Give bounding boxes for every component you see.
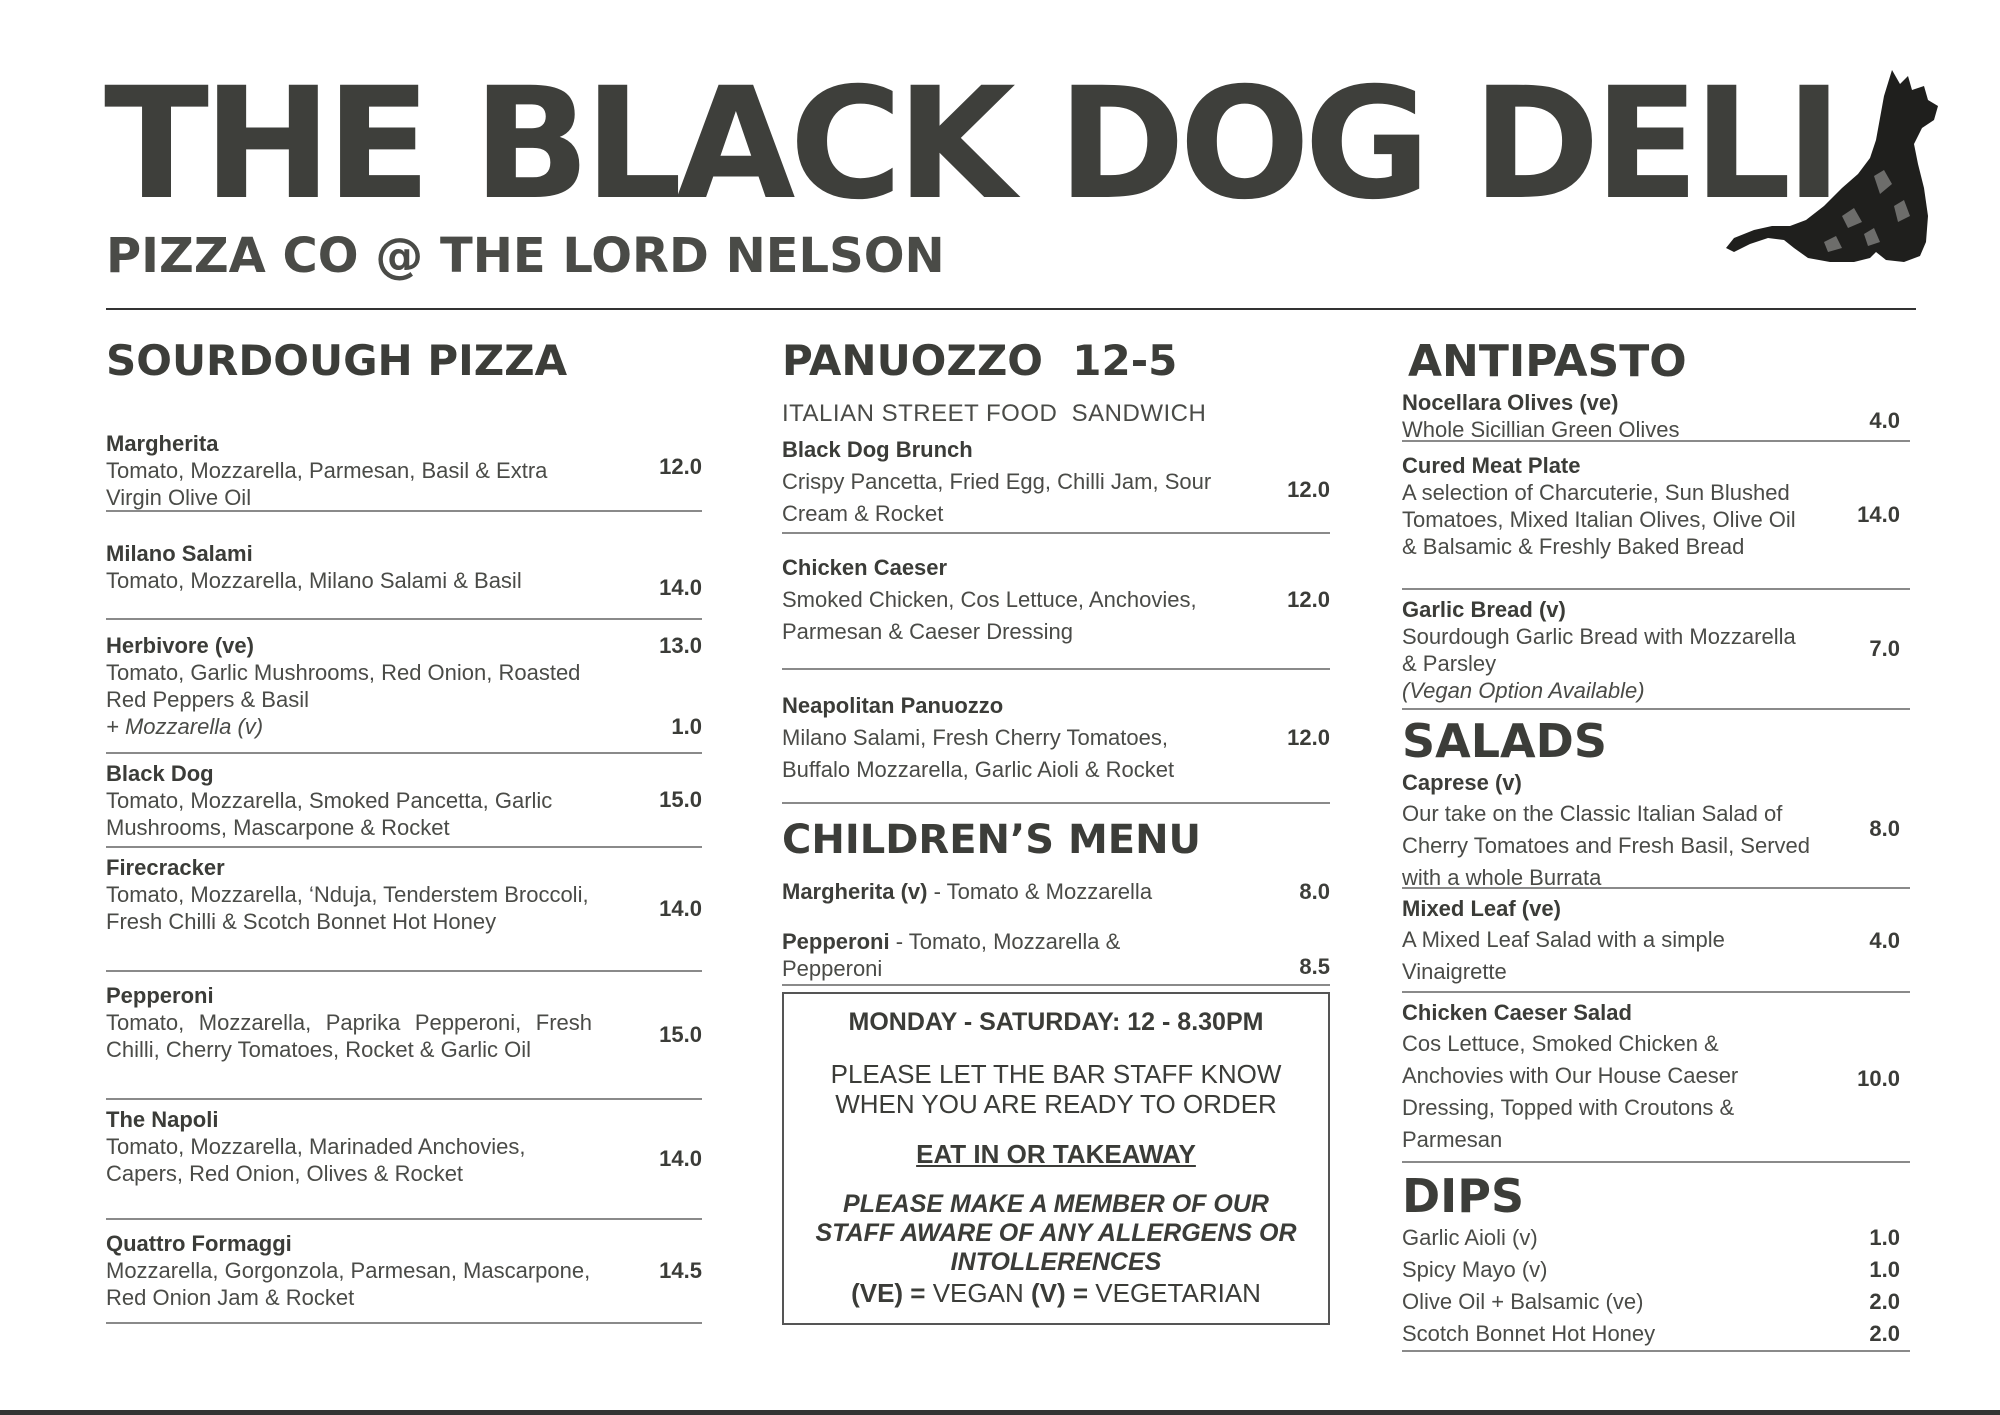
item-name: Margherita <box>106 431 219 457</box>
item-name: Pepperoni <box>106 983 214 1009</box>
item-name: Cured Meat Plate <box>1402 453 1581 479</box>
item-desc: Smoked Chicken, Cos Lettuce, Anchovies, Parmesan & Caeser Dressing <box>782 587 1197 645</box>
item-price: 8.0 <box>1299 879 1330 905</box>
item-desc: Whole Sicillian Green Olives <box>1402 417 1680 443</box>
menu-item <box>106 1220 702 1324</box>
item-name: Garlic Aioli (v) <box>1402 1224 1538 1250</box>
item-name: Mixed Leaf (ve) <box>1402 895 1561 921</box>
item-price: 15.0 <box>659 787 702 813</box>
section-title-salads: SALADS <box>1402 714 1607 769</box>
item-price: 14.5 <box>659 1258 702 1284</box>
section-title-children: CHILDREN’S MENU <box>782 817 1202 864</box>
item-name: Firecracker <box>106 855 225 881</box>
item-price: 12.0 <box>1287 587 1330 613</box>
opening-hours: MONDAY - SATURDAY: 12 - 8.30PM <box>848 1008 1264 1037</box>
item-price: 4.0 <box>1869 927 1900 953</box>
section-title-panuozzo: PANUOZZO 12-5 <box>782 336 1178 385</box>
menu-item <box>1402 889 1910 993</box>
item-name: Caprese (v) <box>1402 769 1522 795</box>
menu-item <box>782 428 1330 534</box>
item-name: Quattro Formaggi <box>106 1231 292 1257</box>
item-name: Pepperoni <box>782 929 890 955</box>
item-price: 13.0 <box>659 633 702 659</box>
item-name: Scotch Bonnet Hot Honey <box>1402 1320 1656 1346</box>
item-price: 14.0 <box>659 575 702 601</box>
item-desc: Our take on the Classic Italian Salad of Cherry Tomatoes and Fresh Basil, Served with a whole Burrata <box>1402 800 1810 890</box>
item-price: 14.0 <box>1857 502 1900 528</box>
item-name: Spicy Mayo (v) <box>1402 1256 1548 1282</box>
item-desc: Tomato, Mozzarella, Marinaded Anchovies, Capers, Red Onion, Olives & Rocket <box>106 1134 526 1187</box>
item-price: 1.0 <box>1869 1256 1900 1282</box>
menu-item <box>106 512 702 620</box>
pizza-section <box>106 338 702 1324</box>
item-name: Chicken Caeser Salad <box>1402 999 1632 1025</box>
eat-in-takeaway: EAT IN OR TAKEAWAY <box>916 1139 1196 1170</box>
item-desc: Tomato, Mozzarella, Parmesan, Basil & Extra Virgin Olive Oil <box>106 458 548 511</box>
panuozzo-subtitle: ITALIAN STREET FOOD SANDWICH <box>782 400 1207 428</box>
item-name: Neapolitan Panuozzo <box>782 693 1004 719</box>
dip-item <box>1402 1222 1910 1254</box>
children-menu-item <box>782 862 1330 914</box>
menu-item <box>106 424 702 512</box>
item-price: 12.0 <box>1287 477 1330 503</box>
antipasto-section <box>1402 338 1910 1352</box>
item-name: The Napoli <box>106 1107 219 1133</box>
item-price: 8.0 <box>1869 815 1900 841</box>
item-desc: A Mixed Leaf Salad with a simple Vinaigrette <box>1402 926 1725 984</box>
item-price: 7.0 <box>1869 636 1900 662</box>
menu-item <box>106 620 702 754</box>
item-name: Nocellara Olives (ve) <box>1402 390 1619 416</box>
item-desc: Mozzarella, Gorgonzola, Parmesan, Mascarpone, Red Onion Jam & Rocket <box>106 1258 591 1311</box>
page-title: THE BLACK DOG DELI <box>104 55 1837 234</box>
dip-item <box>1402 1318 1910 1350</box>
menu-item <box>1402 386 1910 442</box>
item-price: 12.0 <box>1287 725 1330 751</box>
item-desc: Tomato, Mozzarella, ‘Nduja, Tenderstem Broccoli, Fresh Chilli & Scotch Bonnet Hot Honey <box>106 882 589 935</box>
item-name: Herbivore (ve) <box>106 633 254 659</box>
item-desc: Sourdough Garlic Bread with Mozzarella & Parsley <box>1402 624 1796 677</box>
header-divider <box>106 308 1916 310</box>
item-name: Garlic Bread (v) <box>1402 597 1566 623</box>
item-price: 8.5 <box>1299 954 1330 980</box>
item-name: Black Dog Brunch <box>782 437 973 463</box>
menu-item <box>106 972 702 1100</box>
order-note: PLEASE LET THE BAR STAFF KNOW WHEN YOU ARE READY TO ORDER <box>830 1059 1282 1120</box>
item-name: Chicken Caeser <box>782 555 948 581</box>
menu-item <box>1402 767 1910 889</box>
dip-item <box>1402 1286 1910 1318</box>
item-price: 14.0 <box>659 1146 702 1172</box>
dip-item <box>1402 1254 1910 1286</box>
item-desc: Crispy Pancetta, Fried Egg, Chilli Jam, Sour Cream & Rocket <box>782 469 1212 527</box>
key-ve: VEGAN <box>925 1278 1031 1309</box>
item-desc: - Tomato & Mozzarella <box>927 879 1153 905</box>
item-desc: A selection of Charcuterie, Sun Blushed Tomatoes, Mixed Italian Olives, Olive Oil & Balsamic & Freshly Baked Bread <box>1402 480 1796 560</box>
children-menu-item <box>782 914 1330 986</box>
item-name: Black Dog <box>106 761 214 787</box>
menu-item <box>1402 442 1910 590</box>
item-desc: Tomato, Mozzarella, Smoked Pancetta, Garlic Mushrooms, Mascarpone & Rocket <box>106 788 553 841</box>
item-price: 12.0 <box>659 454 702 480</box>
key-v: VEGETARIAN <box>1088 1278 1261 1309</box>
item-price: 1.0 <box>1869 1224 1900 1250</box>
item-desc: Milano Salami, Fresh Cherry Tomatoes, Buffalo Mozzarella, Garlic Aioli & Rocket <box>782 725 1175 783</box>
item-price: 2.0 <box>1869 1320 1900 1346</box>
menu-item <box>106 1100 702 1220</box>
dips-list <box>1402 1222 1910 1352</box>
section-title-antipasto: ANTIPASTO <box>1408 336 1687 387</box>
key-ve-label: (VE) = <box>851 1278 926 1309</box>
item-extra <box>106 713 702 740</box>
page-subtitle: PIZZA CO @ THE LORD NELSON <box>106 228 945 284</box>
item-desc: Tomato, Mozzarella, Paprika Pepperoni, Fresh Chilli, Cherry Tomatoes, Rocket & Garlic Oil <box>106 1010 592 1063</box>
footer-divider <box>0 1410 2000 1415</box>
section-title-pizza: SOURDOUGH PIZZA <box>106 336 568 385</box>
item-extra-price: 1.0 <box>671 714 702 740</box>
menu-item <box>1402 993 1910 1163</box>
panuozzo-section <box>782 338 1330 1325</box>
item-name: Milano Salami <box>106 541 253 567</box>
section-title-dips: DIPS <box>1402 1168 1525 1223</box>
menu-item <box>782 670 1330 804</box>
allergen-notice: PLEASE MAKE A MEMBER OF OUR STAFF AWARE OF ANY ALLERGENS OR INTOLLERENCES <box>815 1190 1297 1277</box>
item-desc: Cos Lettuce, Smoked Chicken & Anchovies with Our House Caeser Dressing, Topped with Croutons & Parmesan <box>1402 1030 1739 1152</box>
item-price: 2.0 <box>1869 1288 1900 1314</box>
menu-item <box>106 754 702 848</box>
item-extra: (Vegan Option Available) <box>1402 678 1645 704</box>
menu-item <box>1402 590 1910 710</box>
item-desc: - Tomato, Mozzarella & Pepperoni <box>782 929 1121 982</box>
item-price: 4.0 <box>1869 408 1900 434</box>
menu-item <box>782 534 1330 670</box>
menu-item <box>106 848 702 972</box>
item-price: 10.0 <box>1857 1065 1900 1091</box>
item-desc: Tomato, Garlic Mushrooms, Red Onion, Roasted Red Peppers & Basil <box>106 660 581 713</box>
black-dog-logo-icon <box>1724 66 1942 266</box>
item-price: 15.0 <box>659 1022 702 1048</box>
key-v-label: (V) = <box>1030 1278 1089 1309</box>
dietary-key <box>804 1277 1308 1309</box>
item-price: 14.0 <box>659 896 702 922</box>
info-box <box>782 992 1330 1325</box>
item-desc: Tomato, Mozzarella, Milano Salami & Basil <box>106 568 522 594</box>
item-name: Margherita (v) <box>782 879 928 905</box>
item-name: Olive Oil + Balsamic (ve) <box>1402 1288 1644 1314</box>
item-extra-label: + Mozzarella (v) <box>106 714 264 740</box>
